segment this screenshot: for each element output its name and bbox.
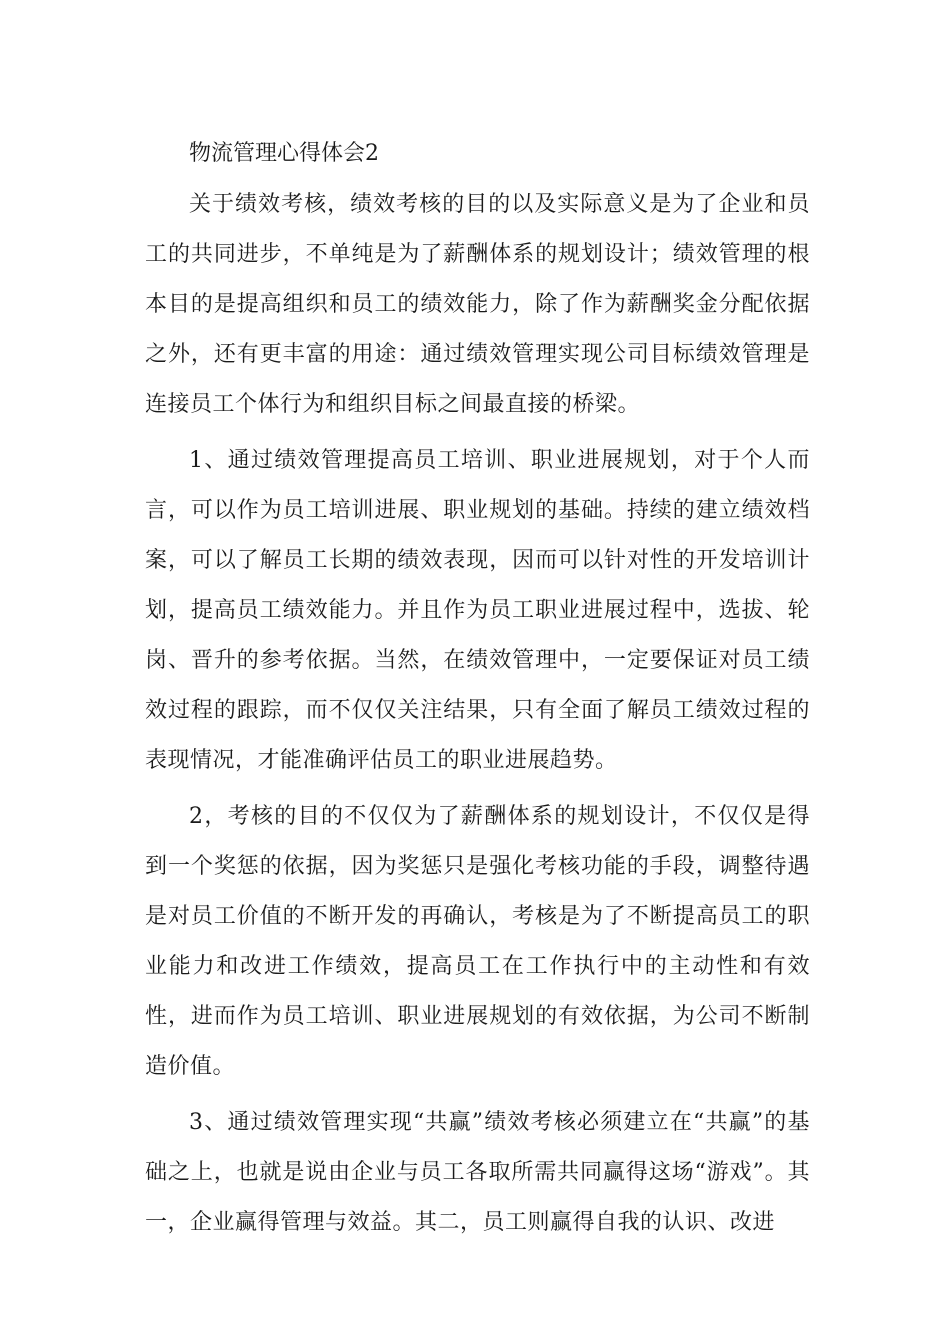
paragraph-point-1: 1、通过绩效管理提高员工培训、职业进展规划，对于个人而言，可以作为员工培训进展、职业规划的基础。持续的建立绩效档案，可以了解员工长期的绩效表现，因而可以针对性的开发培训计划，提高员工绩效能力。并且作为员工职业进展过程中，选拔、轮岗、晋升的参考依据。当然，在绩效管理中，一定要保证对员工绩效过程的跟踪，而不仅仅关注结果，只有全面了解员工绩效过程的表现情况，才能准确评估员工的职业进展趋势。 [145,448,810,773]
paragraph-point-3: 3、通过绩效管理实现“共赢”绩效考核必须建立在“共赢”的基础之上，也就是说由企业与员工各取所需共同赢得这场“游戏”。其一，企业赢得管理与效益。其二，员工则赢得自我的认识、改进 [145,1110,810,1235]
paragraph-intro: 关于绩效考核，绩效考核的目的以及实际意义是为了企业和员工的共同进步，不单纯是为了薪酬体系的规划设计；绩效管理的根本目的是提高组织和员工的绩效能力，除了作为薪酬奖金分配依据之外，还有更丰富的用途：通过绩效管理实现公司目标绩效管理是连接员工个体行为和组织目标之间最直接的桥梁。 [145,192,810,417]
document-page [145,132,810,1254]
paragraph-point-2: 2，考核的目的不仅仅为了薪酬体系的规划设计，不仅仅是得到一个奖惩的依据，因为奖惩只是强化考核功能的手段，调整待遇是对员工价值的不断开发的再确认，考核是为了不断提高员工的职业能力和改进工作绩效，提高员工在工作执行中的主动性和有效性，进而作为员工培训、职业进展规划的有效依据，为公司不断制造价值。 [145,804,810,1079]
document-title: 物流管理心得体会2 [189,141,379,166]
